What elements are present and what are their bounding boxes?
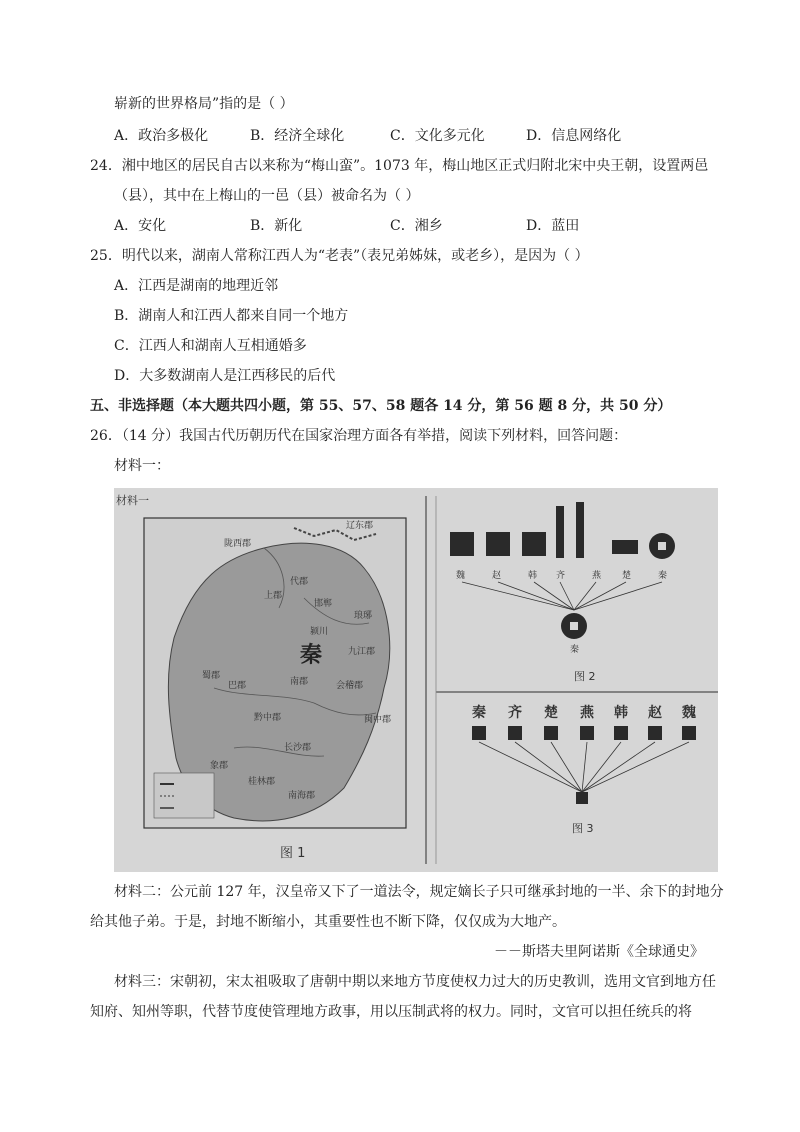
q24-option-a: A．安化 bbox=[114, 218, 167, 234]
material-three-line1: 材料三：宋朝初，宋太祖吸取了唐朝中期以来地方节度使权力过大的历史教训，选用文官到地方任 bbox=[114, 974, 716, 990]
q23-option-a: A．政治多极化 bbox=[114, 128, 209, 144]
fig2-coin-label: 赵 bbox=[492, 571, 502, 581]
material-two-source: －－斯塔夫里阿诺斯《全球通史》 bbox=[494, 944, 704, 960]
map-label: 琅琊 bbox=[354, 611, 373, 621]
fig2-coin-label: 秦 bbox=[658, 571, 668, 581]
q25-option-a: A．江西是湖南的地理近邻 bbox=[114, 278, 279, 294]
fig2-coin-label: 魏 bbox=[456, 571, 466, 581]
map-label: 象郡 bbox=[210, 761, 229, 771]
q24-option-d: D．蓝田 bbox=[526, 218, 580, 234]
q25-option-b: B．湖南人和江西人都来自同一个地方 bbox=[114, 308, 349, 324]
material-one-figure bbox=[114, 488, 718, 872]
q23-stem-tail: 崭新的世界格局”指的是（ ） bbox=[114, 96, 294, 112]
fig2-coin-label: 燕 bbox=[592, 571, 602, 581]
q24-stem-line2: （县），其中在上梅山的一邑（县）被命名为（ ） bbox=[114, 188, 420, 204]
map-label: 蜀郡 bbox=[202, 671, 221, 681]
map-label: 辽东郡 bbox=[346, 521, 374, 531]
q24-stem-line1: 24．湘中地区的居民自古以来称为“梅山蛮”。1073 年，梅山地区正式归附北宋中央王朝，设置两邑 bbox=[90, 158, 709, 174]
map-label: 黔中郡 bbox=[254, 713, 282, 723]
map-label: 九江郡 bbox=[348, 647, 376, 657]
fig3-state: 赵 bbox=[648, 705, 662, 721]
map-label: 上郡 bbox=[264, 591, 283, 601]
material-two-line2: 给其他子弟。于是，封地不断缩小，其重要性也不断下降，仅仅成为大地产。 bbox=[90, 914, 566, 930]
q24-option-b: B．新化 bbox=[250, 218, 303, 234]
figure-corner-label: 材料一 bbox=[116, 494, 149, 507]
map-label: 桂林郡 bbox=[248, 777, 276, 787]
fig2-coin-label: 齐 bbox=[556, 571, 566, 581]
material-two-line1: 材料二：公元前 127 年，汉皇帝又下了一道法令，规定嫡长子只可继承封地的一半、余下的封地分 bbox=[114, 884, 724, 900]
map-label: 长沙郡 bbox=[284, 743, 312, 753]
q24-option-c: C．湘乡 bbox=[390, 218, 443, 234]
q25-stem: 25．明代以来，湖南人常称江西人为“老表”（表兄弟姊妹，或老乡），是因为（ ） bbox=[90, 248, 589, 264]
fig2-coin-label: 韩 bbox=[528, 571, 538, 581]
q23-option-d: D．信息网络化 bbox=[526, 128, 622, 144]
fig2-result-label: 秦 bbox=[570, 645, 580, 655]
q23-option-b: B．经济全球化 bbox=[250, 128, 345, 144]
map-label: 巴郡 bbox=[228, 681, 247, 691]
map-label: 陇西郡 bbox=[224, 539, 252, 549]
q25-option-d: D．大多数湖南人是江西移民的后代 bbox=[114, 368, 336, 384]
fig2-coins-svg bbox=[436, 496, 718, 692]
map-label: 代郡 bbox=[290, 577, 309, 587]
material-three-line2: 知府、知州等职，代替节度使管理地方政事，用以压制武将的权力。同时，文官可以担任统兵的将 bbox=[90, 1004, 692, 1020]
map-center-label: 秦 bbox=[300, 643, 323, 668]
map-legend bbox=[154, 773, 214, 818]
q26-stem: 26．（14 分）我国古代历朝历代在国家治理方面各有举措，阅读下列材料，回答问题： bbox=[90, 428, 628, 444]
material-one-label: 材料一： bbox=[114, 458, 170, 474]
section-five-heading: 五、非选择题（本大题共四小题，第 55、57、58 题各 14 分，第 56 题 8 分，共 50 分） bbox=[90, 398, 672, 414]
fig2-caption: 图 2 bbox=[574, 670, 596, 683]
map-label: 邯郸 bbox=[314, 599, 333, 609]
fig3-state: 楚 bbox=[544, 705, 558, 721]
q23-option-c: C．文化多元化 bbox=[390, 128, 485, 144]
map-label: 南海郡 bbox=[288, 791, 316, 801]
fig3-lines-svg bbox=[436, 692, 718, 872]
fig3-caption: 图 3 bbox=[572, 822, 594, 835]
fig3-state: 秦 bbox=[472, 705, 486, 721]
fig2-coin-label: 楚 bbox=[622, 571, 632, 581]
map-label: 会稽郡 bbox=[336, 681, 364, 691]
map-label: 颍川 bbox=[310, 627, 329, 637]
q25-option-c: C．江西人和湖南人互相通婚多 bbox=[114, 338, 307, 354]
fig3-state: 齐 bbox=[508, 705, 522, 721]
fig3-state: 韩 bbox=[614, 705, 628, 721]
fig1-caption: 图 1 bbox=[280, 846, 306, 861]
fig3-state: 燕 bbox=[580, 705, 594, 721]
map-label: 闽中郡 bbox=[364, 715, 392, 725]
map-label: 南郡 bbox=[290, 677, 309, 687]
fig3-state: 魏 bbox=[682, 705, 696, 721]
